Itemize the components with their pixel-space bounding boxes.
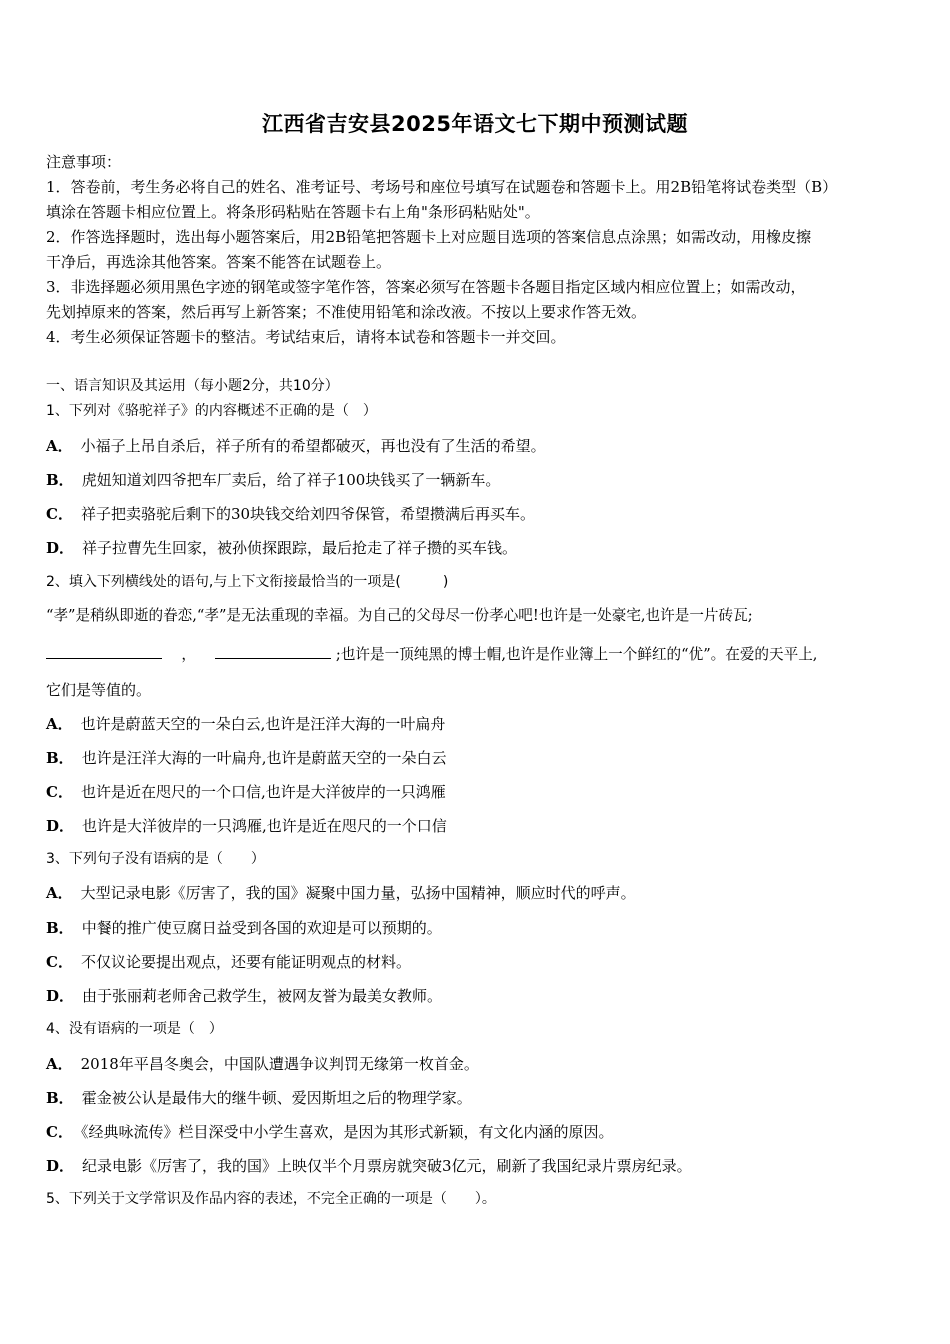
q4-option-d: [46, 1156, 916, 1176]
q2-option-d: [46, 816, 916, 836]
option-text: 《经典咏流传》栏目深受中小学生喜欢，是因为其形式新颖，有文化内涵的原因。: [80, 1123, 614, 1141]
answer-blank-1[interactable]: [46, 643, 162, 659]
option-label: B．: [46, 749, 74, 767]
option-label: D．: [46, 1157, 75, 1175]
q3-option-a: [46, 883, 916, 903]
notice-line: 填涂在答题卡相应位置上。将条形码粘贴在答题卡右上角"条形码粘贴处"。: [46, 203, 540, 221]
q4-option-b: [46, 1088, 916, 1108]
option-label: C．: [46, 1123, 73, 1141]
option-text: 祥子拉曹先生回家，被孙侦探跟踪，最后抢走了祥子攒的买车钱。: [82, 539, 518, 557]
notice-line: 3．非选择题必须用黑色字迹的钢笔或签字笔作答，答案必须写在答题卡各题目指定区域内相应位置上；如需改动，: [46, 278, 806, 296]
notice-line: 先划掉原来的答案，然后再写上新答案；不准使用铅笔和涂改液。不按以上要求作答无效。: [46, 303, 647, 321]
option-text: 虎妞知道刘四爷把车厂卖后，给了祥子100块钱买了一辆新车。: [81, 471, 501, 489]
q1-option-a: [46, 436, 916, 456]
option-label: A．: [46, 884, 73, 902]
option-label: D．: [46, 987, 75, 1005]
option-label: A．: [46, 1055, 73, 1073]
q3-option-c: [46, 952, 916, 972]
option-text: 不仅议论要提出观点，还要有能证明观点的材料。: [80, 953, 411, 971]
option-label: B．: [46, 471, 74, 489]
q1-option-d: [46, 538, 916, 558]
option-text: 小福子上吊自杀后，祥子所有的希望都破灭，再也没有了生活的希望。: [80, 437, 546, 455]
q4-option-c: [46, 1122, 916, 1142]
option-text: 由于张丽莉老师舍己救学生，被网友誉为最美女教师。: [82, 987, 443, 1005]
option-label: B．: [46, 1089, 74, 1107]
option-label: D．: [46, 817, 75, 835]
option-text: 纪录电影《厉害了，我的国》上映仅半个月票房就突破3亿元，刷新了我国纪录片票房纪录。: [82, 1157, 692, 1175]
question-2-stem: 2、填入下列横线处的语句,与上下文衔接最恰当的一项是( ): [46, 574, 449, 590]
option-label: C．: [46, 783, 73, 801]
question-4-stem: 4、没有语病的一项是（ ）: [46, 1021, 223, 1037]
option-text: 也许是近在咫尺的一个口信,也许是大洋彼岸的一只鸿雁: [80, 783, 446, 801]
q2-option-a: [46, 714, 916, 734]
notice-line: 1．答卷前，考生务必将自己的姓名、准考证号、考场号和座位号填写在试题卷和答题卡上。用2B铅笔将试卷类型（B）: [46, 178, 838, 196]
q2-passage-line-2: [46, 643, 916, 665]
notice-heading: 注意事项：: [46, 153, 122, 171]
q3-option-b: [46, 918, 916, 938]
option-label: A．: [46, 437, 73, 455]
page-title: 江西省吉安县2025年语文七下期中预测试题: [262, 112, 688, 136]
section-heading: 一、语言知识及其运用（每小题2分，共10分）: [46, 378, 339, 394]
option-text: 也许是汪洋大海的一叶扁舟,也许是蔚蓝天空的一朵白云: [81, 749, 447, 767]
option-label: B．: [46, 919, 74, 937]
q2-option-b: [46, 748, 916, 768]
option-text: 也许是大洋彼岸的一只鸿雁,也许是近在咫尺的一个口信: [82, 817, 447, 835]
option-text: 祥子把卖骆驼后剩下的30块钱交给刘四爷保管，希望攒满后再买车。: [80, 505, 536, 523]
question-1-stem: 1、下列对《骆驼祥子》的内容概述不正确的是（ ）: [46, 403, 377, 419]
question-5-stem: 5、下列关于文学常识及作品内容的表述，不完全正确的一项是（ ）。: [46, 1191, 496, 1207]
q3-option-d: [46, 986, 916, 1006]
q4-option-a: [46, 1054, 916, 1074]
answer-blank-2[interactable]: [215, 643, 331, 659]
option-text: 也许是蔚蓝天空的一朵白云,也许是汪洋大海的一叶扁舟: [80, 715, 446, 733]
notice-line: 2．作答选择题时，选出每小题答案后，用2B铅笔把答题卡上对应题目选项的答案信息点涂黑；如需改动，用橡皮擦: [46, 228, 812, 246]
option-label: C．: [46, 953, 73, 971]
q1-option-b: [46, 470, 916, 490]
option-text: 2018年平昌冬奥会，中国队遭遇争议判罚无缘第一枚首金。: [80, 1055, 479, 1073]
option-text: 大型记录电影《厉害了，我的国》凝聚中国力量，弘扬中国精神，顺应时代的呼声。: [80, 884, 636, 902]
blank-separator: ，: [181, 646, 196, 663]
passage-continuation: ;也许是一顶纯黑的博士帽,也许是作业簿上一个鲜红的“优”。在爱的天平上,: [335, 646, 818, 663]
option-label: C．: [46, 505, 73, 523]
q1-option-c: [46, 504, 916, 524]
q2-passage-line-1: “孝”是稍纵即逝的眷恋,“孝”是无法重现的幸福。为自己的父母尽一份孝心吧!也许是一处豪宅,也许是一片砖瓦;: [46, 607, 753, 624]
option-label: A．: [46, 715, 73, 733]
q2-option-c: [46, 782, 916, 802]
option-label: D．: [46, 539, 75, 557]
option-text: 霍金被公认是最伟大的继牛顿、爱因斯坦之后的物理学家。: [81, 1089, 472, 1107]
question-3-stem: 3、下列句子没有语病的是（ ）: [46, 851, 265, 867]
q2-passage-line-3: 它们是等值的。: [46, 681, 152, 699]
option-text: 中餐的推广使豆腐日益受到各国的欢迎是可以预期的。: [81, 919, 442, 937]
notice-line: 4．考生必须保证答题卡的整洁。考试结束后，请将本试卷和答题卡一并交回。: [46, 328, 566, 346]
notice-line: 干净后，再选涂其他答案。答案不能答在试题卷上。: [46, 253, 392, 271]
